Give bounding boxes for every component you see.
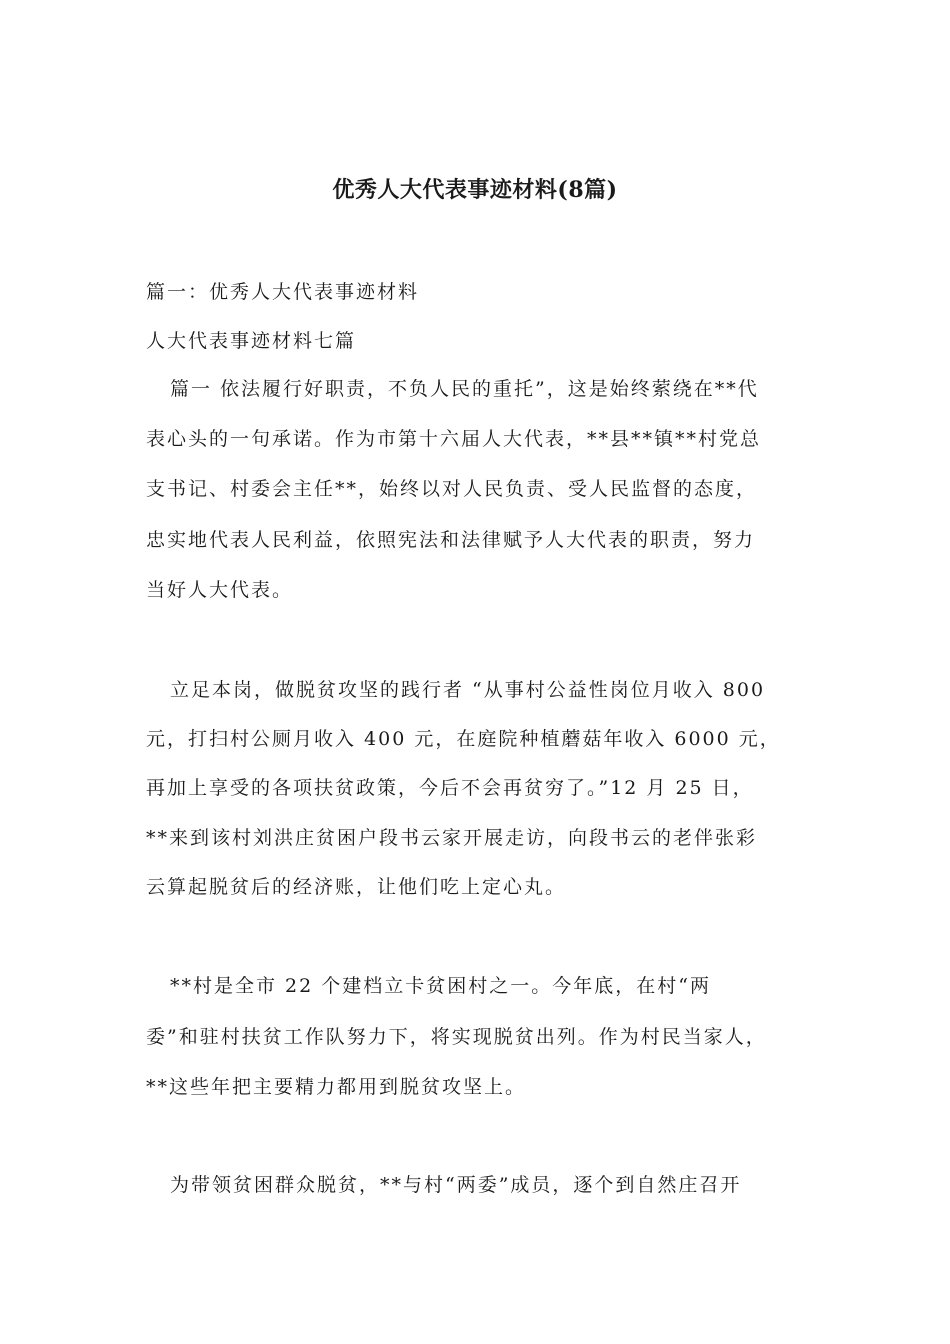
document-title: 优秀人大代表事迹材料(8篇): [332, 177, 618, 203]
paragraph-2-line-5: 云算起脱贫后的经济账，让他们吃上定心丸。: [146, 876, 567, 898]
subheading: 人大代表事迹材料七篇: [146, 330, 357, 352]
paragraph-3-line-2: 委”和驻村扶贫工作队努力下，将实现脱贫出列。作为村民当家人，: [146, 1026, 767, 1048]
section-heading: 篇一：优秀人大代表事迹材料: [146, 281, 420, 303]
paragraph-3-line-1: **村是全市 22 个建档立卡贫困村之一。今年底，在村“两: [170, 975, 711, 997]
paragraph-4-line-1: 为带领贫困群众脱贫，**与村“两委”成员，逐个到自然庄召开: [170, 1174, 742, 1196]
paragraph-2-line-4: **来到该村刘洪庄贫困户段书云家开展走访，向段书云的老伴张彩: [146, 827, 758, 849]
paragraph-1-line-1: 篇一 依法履行好职责，不负人民的重托”，这是始终萦绕在**代: [170, 378, 759, 400]
paragraph-2-line-3: 再加上享受的各项扶贫政策，今后不会再贫穷了。”12 月 25 日，: [146, 777, 754, 799]
paragraph-1-line-4: 忠实地代表人民利益，依照宪法和法律赋予人大代表的职责，努力: [146, 529, 756, 551]
paragraph-1-line-5: 当好人大代表。: [146, 579, 294, 601]
paragraph-1-line-3: 支书记、村委会主任**，始终以对人民负责、受人民监督的态度，: [146, 478, 758, 500]
paragraph-2-line-2: 元，打扫村公厕月收入 400 元，在庭院种植蘑菇年收入 6000 元，: [146, 728, 781, 750]
paragraph-1-line-2: 表心头的一句承诺。作为市第十六届人大代表，**县**镇**村党总: [146, 428, 762, 450]
paragraph-2-line-1: 立足本岗，做脱贫攻坚的践行者 “从事村公益性岗位月收入 800: [170, 679, 766, 701]
paragraph-3-line-3: **这些年把主要精力都用到脱贫攻坚上。: [146, 1076, 527, 1098]
